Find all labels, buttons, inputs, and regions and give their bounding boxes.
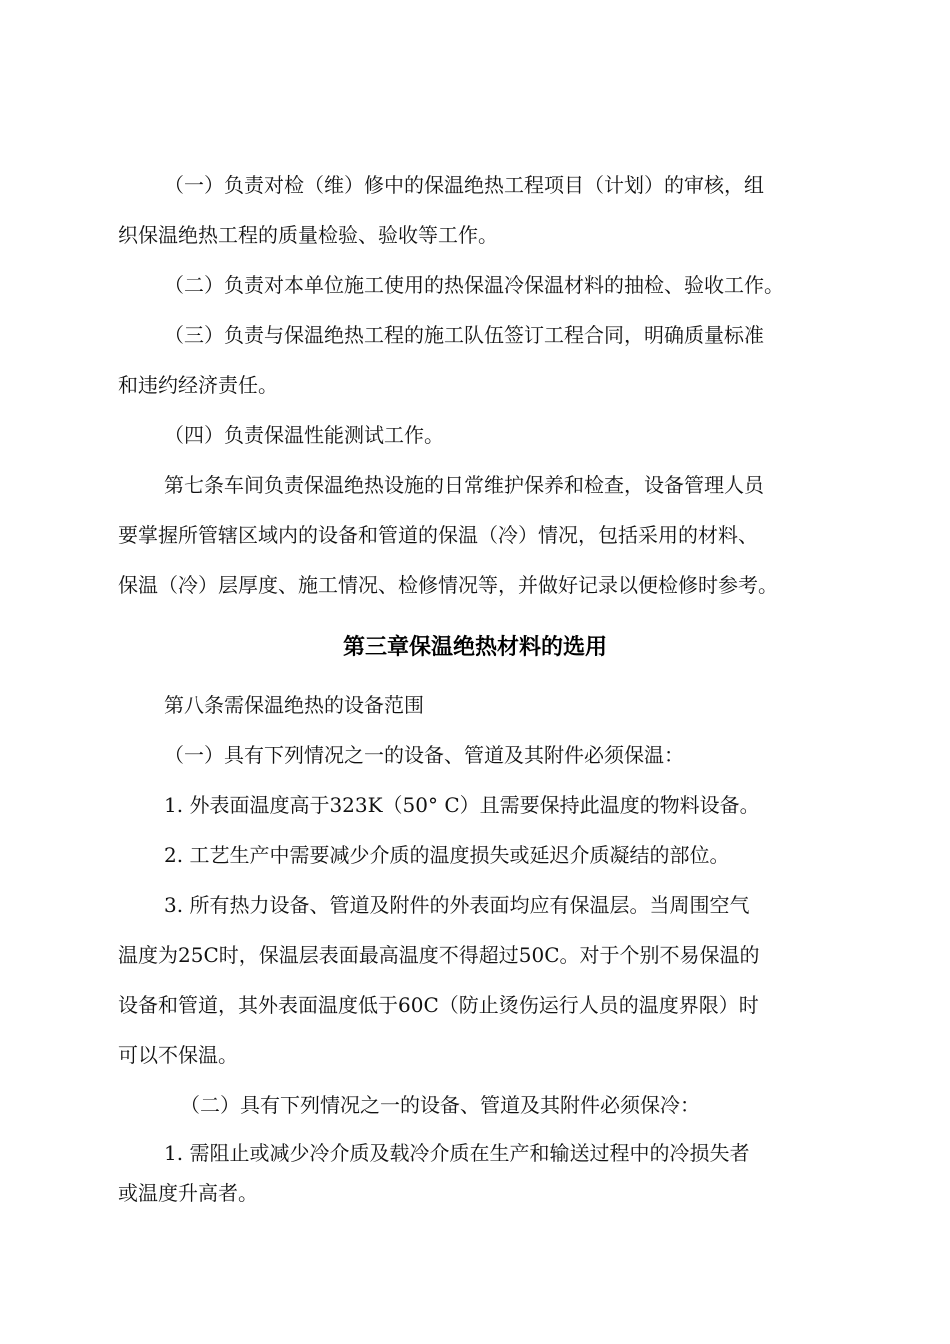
text-line: 3. 所有热力设备、管道及附件的外表面均应有保温层。当周围空气 — [164, 893, 750, 917]
text-line: 温度为25C时，保温层表面最高温度不得超过50C。对于个别不易保温的 — [118, 943, 760, 967]
text-line: 要掌握所管辖区域内的设备和管道的保温（冷）情况，包括采用的材料、 — [118, 523, 758, 547]
text-line: （四）负责保温性能测试工作。 — [164, 423, 444, 447]
list-item — [118, 830, 842, 880]
text-line: 1. 外表面温度高于323K（50° C）且需要保持此温度的物料设备。 — [164, 793, 760, 817]
text-line: 2. 工艺生产中需要减少介质的温度损失或延迟介质凝结的部位。 — [164, 843, 730, 867]
paragraph-cold-req — [118, 1080, 842, 1130]
text-line: （二）具有下列情况之一的设备、管道及其附件必须保冷： — [180, 1093, 700, 1117]
text-line: （一）负责对检（维）修中的保温绝热工程项目（计划）的审核，组 — [164, 173, 764, 197]
paragraph-insulation-req — [118, 730, 842, 780]
text-line: 织保温绝热工程的质量检验、验收等工作。 — [118, 223, 498, 247]
text-line: 第七条车间负责保温绝热设施的日常维护保养和检查，设备管理人员 — [164, 473, 764, 497]
text-line: 或温度升高者。 — [118, 1181, 258, 1205]
paragraph-article-8 — [118, 680, 842, 730]
text-line: （三）负责与保温绝热工程的施工队伍签订工程合同，明确质量标准 — [164, 323, 764, 347]
paragraph-duty-2 — [118, 260, 842, 310]
list-item — [118, 880, 842, 1080]
paragraph-duty-3 — [118, 310, 842, 410]
text-line: 第八条需保温绝热的设备范围 — [164, 693, 424, 717]
text-line: （一）具有下列情况之一的设备、管道及其附件必须保温： — [164, 743, 684, 767]
paragraph-duty-4 — [118, 410, 842, 460]
paragraph-duty-1 — [118, 160, 842, 260]
chapter-title: 第三章保温绝热材料的选用 — [342, 635, 607, 660]
text-line: 和违约经济责任。 — [118, 373, 278, 397]
text-line: 保温（冷）层厚度、施工情况、检修情况等，并做好记录以便检修时参考。 — [118, 573, 778, 597]
list-item — [118, 780, 842, 830]
text-line: （二）负责对本单位施工使用的热保温冷保温材料的抽检、验收工作。 — [164, 273, 784, 297]
text-line: 设备和管道，其外表面温度低于60C（防止烫伤运行人员的温度界限）时 — [118, 993, 759, 1017]
text-line: 1. 需阻止或减少冷介质及载冷介质在生产和输送过程中的冷损失者 — [164, 1141, 750, 1165]
paragraph-article-7 — [118, 460, 842, 610]
list-item — [118, 1128, 842, 1218]
text-line: 可以不保温。 — [118, 1043, 238, 1067]
